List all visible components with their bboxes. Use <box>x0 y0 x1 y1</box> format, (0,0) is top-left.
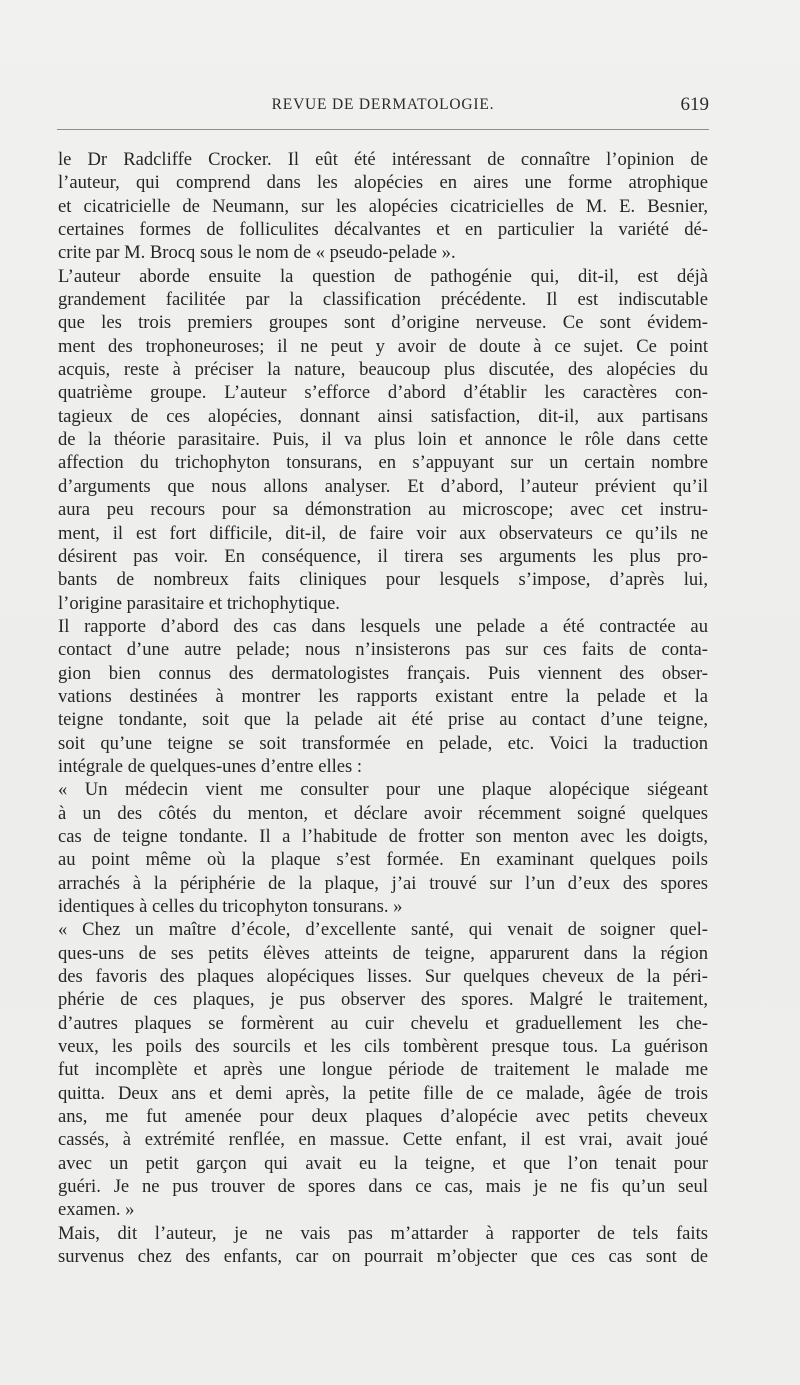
text-line: d’autres plaques se formèrent au cuir chevelu et graduellement les che- <box>58 1012 708 1034</box>
text-line: « Chez un maître d’école, d’excellente santé, qui venait de soigner quel- <box>58 919 708 941</box>
text-line: contact d’une autre pelade; nous n’insisterons pas sur ces faits de conta- <box>58 639 708 661</box>
text-line: examen. » <box>58 1199 135 1221</box>
text-line: quitta. Deux ans et demi après, la petite fille de ce malade, âgée de trois <box>58 1082 708 1104</box>
text-line: cas de teigne tondante. Il a l’habitude de frotter son menton avec les doigts, <box>58 825 708 847</box>
text-line: grandement facilitée par la classification précédente. Il est indiscutable <box>58 289 708 311</box>
text-line: gion bien connus des dermatologistes français. Puis viennent des obser- <box>58 662 708 684</box>
text-line: l’origine parasitaire et trichophytique. <box>58 592 340 614</box>
page-header <box>57 96 709 124</box>
text-line: l’auteur, qui comprend dans les alopécies en aires une forme atrophique <box>58 172 708 194</box>
text-line: soit qu’une teigne se soit transformée en pelade, etc. Voici la traduction <box>58 732 708 754</box>
text-line: certaines formes de folliculites décalvantes et en particulier la variété dé- <box>58 219 708 241</box>
text-line: ans, me fut amenée pour deux plaques d’alopécie avec petits cheveux <box>58 1106 708 1128</box>
text-line: de la théorie parasitaire. Puis, il va plus loin et annonce le rôle dans cette <box>58 429 708 451</box>
body-text <box>58 148 708 1269</box>
text-line: L’auteur aborde ensuite la question de pathogénie qui, dit-il, est déjà <box>58 265 708 287</box>
text-line: tagieux de ces alopécies, donnant ainsi satisfaction, dit-il, aux partisans <box>58 405 708 427</box>
text-line: « Un médecin vient me consulter pour une plaque alopécique siégeant <box>58 779 708 801</box>
text-line: acquis, reste à préciser la nature, beaucoup plus discutée, des alopécies du <box>58 359 708 381</box>
text-line: guéri. Je ne pus trouver de spores dans ce cas, mais je ne fis qu’un seul <box>58 1176 708 1198</box>
text-line: cassés, à extrémité renflée, en massue. Cette enfant, il est vrai, avait joué <box>58 1129 708 1151</box>
text-line: Il rapporte d’abord des cas dans lesquels une pelade a été contractée au <box>58 615 708 637</box>
text-line: phérie de ces plaques, je pus observer des spores. Malgré le traitement, <box>58 989 708 1011</box>
text-line: désirent pas voir. En conséquence, il tirera ses arguments les plus pro- <box>58 545 708 567</box>
text-line: veux, les poils des sourcils et les cils tombèrent presque tous. La guérison <box>58 1036 708 1058</box>
text-line: survenus chez des enfants, car on pourrait m’objecter que ces cas sont de <box>58 1246 708 1268</box>
text-line: et cicatricielle de Neumann, sur les alopécies cicatricielles de M. E. Besnier, <box>58 195 708 217</box>
text-line: identiques à celles du tricophyton tonsurans. » <box>58 896 403 917</box>
text-line: crite par M. Brocq sous le nom de « pseudo-pelade ». <box>58 242 456 264</box>
text-line: quatrième groupe. L’auteur s’efforce d’abord d’établir les caractères con- <box>58 382 708 404</box>
text-line: arrachés à la périphérie de la plaque, j’ai trouvé sur l’un d’eux des spores <box>58 872 708 894</box>
text-line: intégrale de quelques-unes d’entre elles : <box>58 755 363 777</box>
text-line: ment, il est fort difficile, dit-il, de faire voir aux observateurs ce qu’ils ne <box>58 522 708 544</box>
text-line: vations destinées à montrer les rapports existant entre la pelade et la <box>58 685 708 707</box>
text-line: ment des trophoneuroses; il ne peut y avoir de doute à ce sujet. Ce point <box>58 335 708 357</box>
page-number: 619 <box>680 94 709 115</box>
text-line: affection du trichophyton tonsurans, en s’appuyant sur un certain nombre <box>58 452 708 474</box>
text-line: le Dr Radcliffe Crocker. Il eût été intéressant de connaître l’opinion de <box>58 149 708 170</box>
text-line: bants de nombreux faits cliniques pour lesquels s’impose, d’après lui, <box>58 569 708 591</box>
text-line: fut incomplète et après une longue période de traitement le malade me <box>58 1059 708 1081</box>
text-line: que les trois premiers groupes sont d’origine nerveuse. Ce sont évidem- <box>58 312 708 334</box>
text-line: ques-uns de ses petits élèves atteints de teigne, apparurent dans la région <box>58 942 708 964</box>
text-line: des favoris des plaques alopéciques lisses. Sur quelques cheveux de la péri- <box>58 966 708 988</box>
running-head: REVUE DE DERMATOLOGIE. <box>271 96 495 113</box>
header-rule <box>57 129 709 130</box>
text-line: aura peu recours pour sa démonstration au microscope; avec cet instru- <box>58 499 708 521</box>
text-line: Mais, dit l’auteur, je ne vais pas m’attarder à rapporter de tels faits <box>58 1222 708 1244</box>
text-line: avec un petit garçon qui avait eu la teigne, et que l’on tenait pour <box>58 1152 708 1174</box>
text-line: au point même où la plaque s’est formée. En examinant quelques poils <box>58 849 708 871</box>
text-line: d’arguments que nous allons analyser. Et d’abord, l’auteur prévient qu’il <box>58 475 708 497</box>
text-line: à un des côtés du menton, et déclare avoir récemment soigné quelques <box>58 802 708 824</box>
text-line: teigne tondante, soit que la pelade ait été prise au contact d’une teigne, <box>58 709 708 731</box>
